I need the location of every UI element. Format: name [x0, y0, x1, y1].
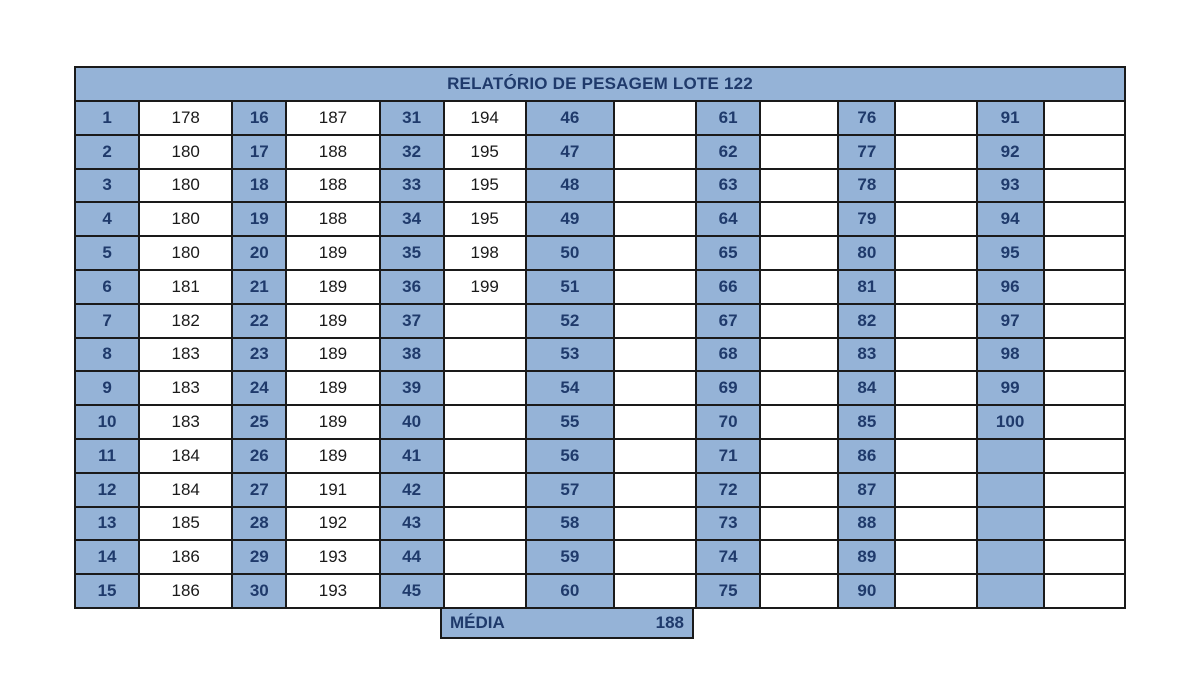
item-number-cell: 26 [232, 439, 286, 473]
table-row [75, 540, 1125, 574]
item-number-cell: 24 [232, 371, 286, 405]
weight-value-cell[interactable]: 181 [139, 270, 232, 304]
item-number-cell: 21 [232, 270, 286, 304]
weight-value-cell[interactable]: 185 [139, 507, 232, 541]
weight-value-cell[interactable]: 180 [139, 169, 232, 203]
item-number-cell: 95 [977, 236, 1044, 270]
weight-value-cell[interactable] [614, 135, 696, 169]
item-number-cell: 2 [75, 135, 139, 169]
item-number-cell: 45 [380, 574, 444, 608]
weight-value-cell[interactable] [760, 507, 838, 541]
weight-value-cell[interactable]: 188 [286, 169, 379, 203]
weight-value-cell[interactable] [1044, 169, 1125, 203]
weight-value-cell[interactable]: 188 [286, 135, 379, 169]
item-number-cell: 27 [232, 473, 286, 507]
item-number-cell: 87 [838, 473, 895, 507]
weight-value-cell[interactable] [895, 507, 976, 541]
weight-value-cell[interactable] [895, 270, 976, 304]
weight-value-cell[interactable] [444, 540, 526, 574]
item-number-cell: 47 [526, 135, 614, 169]
weight-value-cell[interactable]: 189 [286, 304, 379, 338]
item-number-cell: 97 [977, 304, 1044, 338]
item-number-cell: 3 [75, 169, 139, 203]
item-number-cell: 31 [380, 101, 444, 135]
item-number-cell: 77 [838, 135, 895, 169]
weight-value-cell[interactable]: 187 [286, 101, 379, 135]
weight-value-cell[interactable]: 199 [444, 270, 526, 304]
weight-value-cell[interactable] [614, 439, 696, 473]
weight-value-cell[interactable] [760, 304, 838, 338]
weight-value-cell[interactable] [444, 439, 526, 473]
weight-value-cell[interactable] [614, 371, 696, 405]
item-number-cell: 38 [380, 338, 444, 372]
weight-value-cell[interactable]: 198 [444, 236, 526, 270]
weight-value-cell[interactable] [895, 439, 976, 473]
weight-value-cell[interactable] [444, 338, 526, 372]
item-number-cell: 1 [75, 101, 139, 135]
item-number-cell: 17 [232, 135, 286, 169]
table-row [75, 405, 1125, 439]
weight-value-cell[interactable] [1044, 371, 1125, 405]
weight-value-cell[interactable] [614, 574, 696, 608]
weight-value-cell[interactable] [614, 202, 696, 236]
item-number-cell: 51 [526, 270, 614, 304]
item-number-cell: 65 [696, 236, 760, 270]
item-number-cell: 82 [838, 304, 895, 338]
weight-value-cell[interactable] [760, 270, 838, 304]
weight-value-cell[interactable] [895, 304, 976, 338]
weight-value-cell[interactable] [1044, 101, 1125, 135]
weight-value-cell[interactable] [760, 371, 838, 405]
item-number-cell: 34 [380, 202, 444, 236]
weight-value-cell[interactable] [895, 574, 976, 608]
weight-value-cell[interactable] [760, 101, 838, 135]
weight-value-cell[interactable] [760, 439, 838, 473]
weight-value-cell[interactable] [444, 507, 526, 541]
weight-value-cell[interactable]: 195 [444, 135, 526, 169]
weight-value-cell[interactable]: 195 [444, 202, 526, 236]
title-row [75, 67, 1125, 101]
average-label: MÉDIA [450, 613, 505, 632]
weight-value-cell[interactable]: 186 [139, 574, 232, 608]
weight-value-cell[interactable] [760, 169, 838, 203]
weight-value-cell[interactable] [444, 371, 526, 405]
weighing-report-table [74, 66, 1126, 609]
item-number-cell: 58 [526, 507, 614, 541]
table-row [75, 507, 1125, 541]
table-row [75, 473, 1125, 507]
item-number-cell: 48 [526, 169, 614, 203]
item-number-cell: 40 [380, 405, 444, 439]
weight-value-cell[interactable] [614, 507, 696, 541]
weight-value-cell[interactable] [1044, 338, 1125, 372]
item-number-cell: 63 [696, 169, 760, 203]
item-number-cell: 59 [526, 540, 614, 574]
item-number-cell: 11 [75, 439, 139, 473]
table-row [75, 236, 1125, 270]
weight-value-cell[interactable] [895, 101, 976, 135]
weight-value-cell[interactable] [895, 236, 976, 270]
weight-value-cell[interactable] [614, 405, 696, 439]
table-row [75, 169, 1125, 203]
item-number-cell: 76 [838, 101, 895, 135]
item-number-cell: 42 [380, 473, 444, 507]
weight-value-cell[interactable] [614, 236, 696, 270]
weight-value-cell[interactable] [760, 405, 838, 439]
weight-value-cell[interactable] [614, 270, 696, 304]
item-number-cell: 72 [696, 473, 760, 507]
weight-value-cell[interactable]: 191 [286, 473, 379, 507]
item-number-cell: 44 [380, 540, 444, 574]
item-number-cell: 54 [526, 371, 614, 405]
item-number-cell: 57 [526, 473, 614, 507]
weight-value-cell[interactable] [1044, 135, 1125, 169]
item-number-cell: 50 [526, 236, 614, 270]
weight-value-cell[interactable] [614, 101, 696, 135]
item-number-cell: 9 [75, 371, 139, 405]
item-number-cell: 62 [696, 135, 760, 169]
item-number-cell: 84 [838, 371, 895, 405]
weight-value-cell[interactable] [760, 540, 838, 574]
weight-value-cell[interactable]: 189 [286, 371, 379, 405]
weight-value-cell[interactable]: 183 [139, 405, 232, 439]
item-number-cell: 91 [977, 101, 1044, 135]
weight-value-cell[interactable] [444, 405, 526, 439]
item-number-cell: 23 [232, 338, 286, 372]
item-number-cell: 78 [838, 169, 895, 203]
weight-value-cell[interactable] [760, 135, 838, 169]
item-number-cell: 92 [977, 135, 1044, 169]
item-number-cell: 83 [838, 338, 895, 372]
table-row [75, 338, 1125, 372]
weight-value-cell[interactable]: 182 [139, 304, 232, 338]
item-number-cell: 32 [380, 135, 444, 169]
item-number-cell: 60 [526, 574, 614, 608]
weight-value-cell[interactable] [1044, 304, 1125, 338]
weight-value-cell[interactable]: 189 [286, 405, 379, 439]
weight-value-cell[interactable] [895, 371, 976, 405]
item-number-cell: 66 [696, 270, 760, 304]
weight-value-cell[interactable]: 178 [139, 101, 232, 135]
item-number-cell: 79 [838, 202, 895, 236]
item-number-cell: 10 [75, 405, 139, 439]
weight-value-cell[interactable] [760, 574, 838, 608]
item-number-cell: 81 [838, 270, 895, 304]
item-number-cell: 75 [696, 574, 760, 608]
table-row [75, 270, 1125, 304]
weight-value-cell[interactable] [614, 338, 696, 372]
item-number-cell: 98 [977, 338, 1044, 372]
weight-value-cell[interactable]: 193 [286, 540, 379, 574]
table-row [75, 439, 1125, 473]
item-number-cell: 80 [838, 236, 895, 270]
weight-value-cell[interactable]: 193 [286, 574, 379, 608]
weight-value-cell[interactable] [1044, 405, 1125, 439]
weight-value-cell[interactable] [1044, 202, 1125, 236]
weight-value-cell[interactable]: 192 [286, 507, 379, 541]
item-number-cell: 19 [232, 202, 286, 236]
item-number-cell: 35 [380, 236, 444, 270]
item-number-cell [977, 574, 1044, 608]
weight-value-cell[interactable] [895, 540, 976, 574]
item-number-cell: 49 [526, 202, 614, 236]
item-number-cell: 88 [838, 507, 895, 541]
weight-value-cell[interactable] [895, 135, 976, 169]
weight-value-cell[interactable] [1044, 439, 1125, 473]
weight-value-cell[interactable] [895, 405, 976, 439]
item-number-cell: 99 [977, 371, 1044, 405]
item-number-cell: 41 [380, 439, 444, 473]
weight-value-cell[interactable] [1044, 574, 1125, 608]
table-row [75, 304, 1125, 338]
weight-value-cell[interactable]: 184 [139, 439, 232, 473]
weight-value-cell[interactable]: 180 [139, 202, 232, 236]
item-number-cell: 67 [696, 304, 760, 338]
item-number-cell: 7 [75, 304, 139, 338]
item-number-cell: 16 [232, 101, 286, 135]
item-number-cell [977, 439, 1044, 473]
weight-value-cell[interactable] [760, 202, 838, 236]
item-number-cell: 39 [380, 371, 444, 405]
table-row [75, 371, 1125, 405]
weight-value-cell[interactable] [895, 473, 976, 507]
weight-value-cell[interactable]: 189 [286, 338, 379, 372]
weight-value-cell[interactable] [1044, 507, 1125, 541]
item-number-cell: 86 [838, 439, 895, 473]
item-number-cell [977, 473, 1044, 507]
item-number-cell: 43 [380, 507, 444, 541]
weight-value-cell[interactable]: 186 [139, 540, 232, 574]
weight-value-cell[interactable] [1044, 540, 1125, 574]
weight-value-cell[interactable]: 189 [286, 270, 379, 304]
table-row [75, 101, 1125, 135]
weight-value-cell[interactable] [444, 574, 526, 608]
item-number-cell: 14 [75, 540, 139, 574]
weight-value-cell[interactable]: 183 [139, 371, 232, 405]
weight-value-cell[interactable]: 180 [139, 236, 232, 270]
item-number-cell: 89 [838, 540, 895, 574]
item-number-cell: 93 [977, 169, 1044, 203]
item-number-cell: 30 [232, 574, 286, 608]
weight-value-cell[interactable]: 189 [286, 236, 379, 270]
weight-value-cell[interactable] [895, 338, 976, 372]
weight-value-cell[interactable] [444, 304, 526, 338]
table-row [75, 135, 1125, 169]
weight-value-cell[interactable] [614, 540, 696, 574]
item-number-cell: 13 [75, 507, 139, 541]
item-number-cell: 61 [696, 101, 760, 135]
weight-value-cell[interactable]: 188 [286, 202, 379, 236]
item-number-cell: 18 [232, 169, 286, 203]
item-number-cell: 20 [232, 236, 286, 270]
table-row [75, 574, 1125, 608]
item-number-cell: 53 [526, 338, 614, 372]
item-number-cell: 36 [380, 270, 444, 304]
weight-value-cell[interactable] [1044, 473, 1125, 507]
item-number-cell: 33 [380, 169, 444, 203]
weight-value-cell[interactable] [895, 202, 976, 236]
item-number-cell: 96 [977, 270, 1044, 304]
weight-value-cell[interactable]: 183 [139, 338, 232, 372]
item-number-cell: 56 [526, 439, 614, 473]
item-number-cell [977, 507, 1044, 541]
weight-value-cell[interactable] [760, 338, 838, 372]
item-number-cell: 28 [232, 507, 286, 541]
average-value: 188 [655, 613, 684, 632]
item-number-cell: 69 [696, 371, 760, 405]
weight-value-cell[interactable] [614, 473, 696, 507]
weight-value-cell[interactable]: 189 [286, 439, 379, 473]
item-number-cell: 74 [696, 540, 760, 574]
item-number-cell: 15 [75, 574, 139, 608]
item-number-cell: 46 [526, 101, 614, 135]
item-number-cell: 100 [977, 405, 1044, 439]
item-number-cell: 73 [696, 507, 760, 541]
item-number-cell: 8 [75, 338, 139, 372]
item-number-cell: 37 [380, 304, 444, 338]
weight-value-cell[interactable] [444, 473, 526, 507]
weight-value-cell[interactable] [760, 473, 838, 507]
weight-value-cell[interactable] [1044, 270, 1125, 304]
item-number-cell: 29 [232, 540, 286, 574]
weight-value-cell[interactable] [895, 169, 976, 203]
item-number-cell: 68 [696, 338, 760, 372]
item-number-cell: 70 [696, 405, 760, 439]
item-number-cell: 6 [75, 270, 139, 304]
item-number-cell: 94 [977, 202, 1044, 236]
item-number-cell [977, 540, 1044, 574]
item-number-cell: 64 [696, 202, 760, 236]
weight-value-cell[interactable]: 184 [139, 473, 232, 507]
item-number-cell: 85 [838, 405, 895, 439]
weight-value-cell[interactable] [614, 169, 696, 203]
item-number-cell: 71 [696, 439, 760, 473]
weight-value-cell[interactable]: 194 [444, 101, 526, 135]
weight-value-cell[interactable] [760, 236, 838, 270]
item-number-cell: 5 [75, 236, 139, 270]
item-number-cell: 22 [232, 304, 286, 338]
item-number-cell: 55 [526, 405, 614, 439]
item-number-cell: 25 [232, 405, 286, 439]
item-number-cell: 90 [838, 574, 895, 608]
item-number-cell: 4 [75, 202, 139, 236]
average-box [440, 607, 694, 639]
item-number-cell: 12 [75, 473, 139, 507]
weight-value-cell[interactable]: 180 [139, 135, 232, 169]
weight-value-cell[interactable] [1044, 236, 1125, 270]
report-title: RELATÓRIO DE PESAGEM LOTE 122 [75, 67, 1125, 101]
weight-value-cell[interactable] [614, 304, 696, 338]
item-number-cell: 52 [526, 304, 614, 338]
weight-value-cell[interactable]: 195 [444, 169, 526, 203]
table-row [75, 202, 1125, 236]
